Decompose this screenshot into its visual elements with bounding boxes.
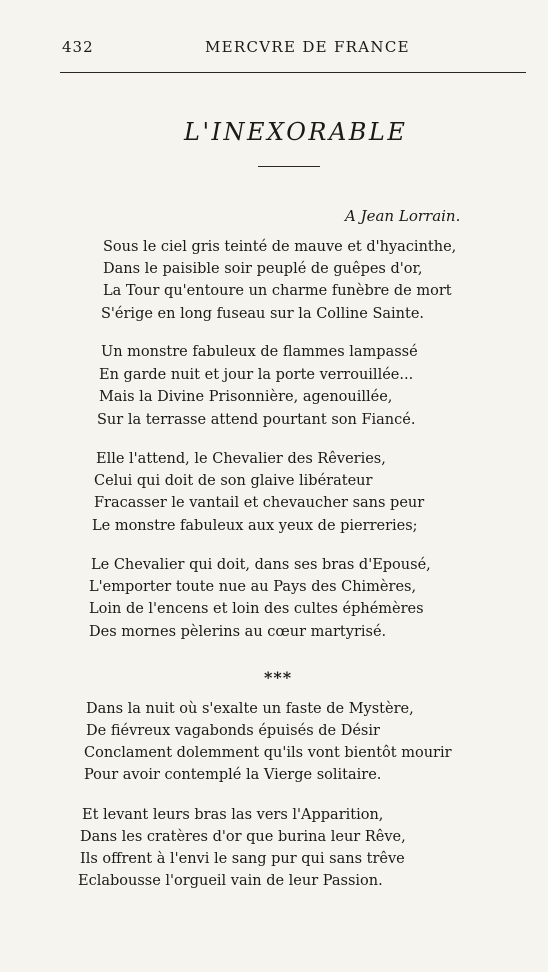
title-rule	[258, 166, 320, 167]
header-rule	[60, 72, 526, 73]
verse: Mais la Divine Prisonnière, agenouillée,	[99, 389, 393, 405]
verse: Celui qui doit de son glaive libérateur	[94, 473, 373, 489]
verse: Loin de l'encens et loin des cultes éphémères	[89, 601, 424, 617]
verse: Sur la terrasse attend pourtant son Fiancé.	[97, 412, 416, 428]
verse: Dans la nuit où s'exalte un faste de Mystère,	[86, 701, 414, 717]
verse: La Tour qu'entoure un charme funèbre de mort	[103, 283, 452, 299]
verse: S'érige en long fuseau sur la Colline Sainte.	[101, 306, 425, 322]
verse: En garde nuit et jour la porte verrouillée...	[99, 367, 414, 383]
verse: Eclabousse l'orgueil vain de leur Passion.	[78, 873, 383, 889]
section-ornament: ***	[264, 668, 293, 687]
verse: Des mornes pèlerins au cœur martyrisé.	[89, 624, 387, 640]
verse: Dans le paisible soir peuplé de guêpes d'or,	[103, 261, 423, 277]
verse: Et levant leurs bras las vers l'Apparition,	[82, 807, 384, 823]
verse: Le monstre fabuleux aux yeux de pierreries;	[92, 518, 418, 534]
verse: L'emporter toute nue au Pays des Chimères,	[89, 579, 417, 595]
verse: Sous le ciel gris teinté de mauve et d'hyacinthe,	[103, 239, 457, 255]
verse: Conclament dolemment qu'ils vont bientôt mourir	[84, 745, 452, 761]
verse: Dans les cratères d'or que burina leur Rêve,	[80, 829, 406, 845]
verse: Le Chevalier qui doit, dans ses bras d'Epousé,	[91, 557, 431, 573]
verse: Fracasser le vantail et chevaucher sans peur	[94, 495, 425, 511]
page-header	[0, 34, 548, 64]
verse: Pour avoir contemplé la Vierge solitaire.	[84, 767, 382, 783]
page-number: 432	[62, 38, 94, 56]
verse: Ils offrent à l'envi le sang pur qui sans trêve	[80, 851, 405, 867]
running-title: MERCVRE DE FRANCE	[205, 38, 410, 56]
verse: De fiévreux vagabonds épuisés de Désir	[86, 723, 380, 739]
poem-title: L'INEXORABLE	[184, 118, 408, 146]
dedication: A Jean Lorrain.	[345, 207, 461, 225]
verse: Un monstre fabuleux de flammes lampassé	[101, 344, 418, 360]
verse: Elle l'attend, le Chevalier des Rêveries,	[96, 451, 386, 467]
